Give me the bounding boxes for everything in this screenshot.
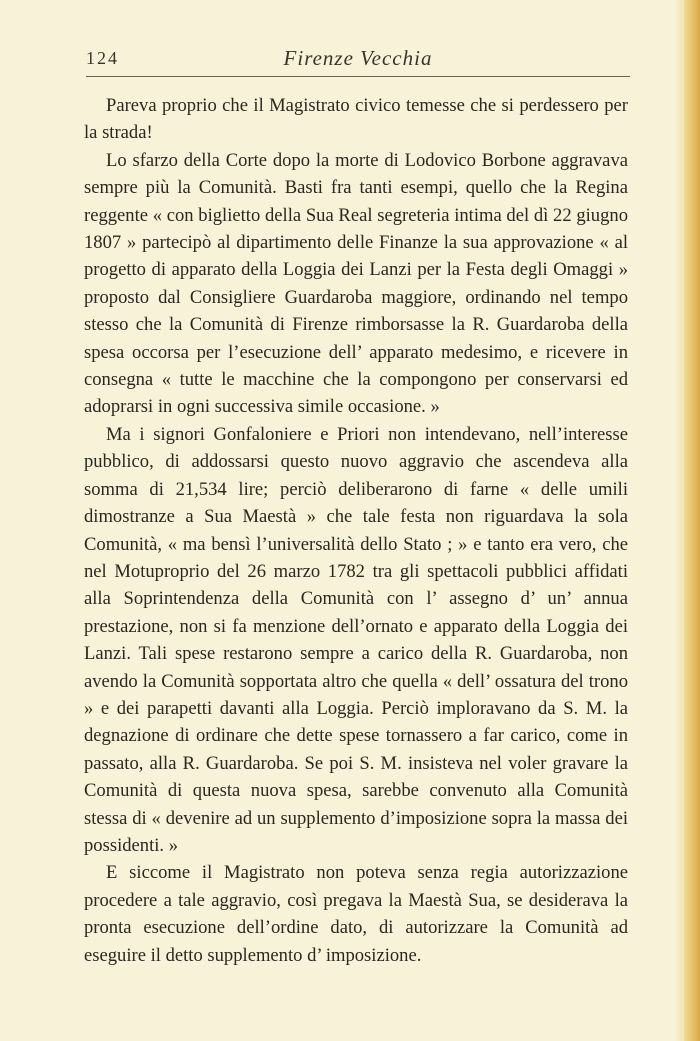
paragraph-3: Ma i signori Gonfaloniere e Priori non intendevano, nell’interesse pubblico, di addossarsi questo nuovo aggravio che ascendeva alla somma di 21,534 lire; perciò deliberarono di farne « delle umili dimostranze a Sua Maestà » che tale festa non riguardava la sola Comunità, « ma bensì l’universalità dello Stato ; » e tanto era vero, che nel Motuproprio del 26 marzo 1782 tra gli spettacoli pubblici affidati alla Soprintendenza della Comunità con l’ assegno d’ un’ annua prestazione, non si fa menzione dell’ornato e apparato della Loggia dei Lanzi. Tali spese restarono sempre a carico della R. Guardaroba, non avendo la Comunità sopportata altro che quella « dell’ ossatura del trono » e dei parapetti davanti alla Loggia. Perciò imploravano da S. M. la degnazione di ordinare che dette spese tornassero a far carico, come in passato, alla R. Guardaroba. Se poi S. M. insisteva nel voler gravare la Comunità di questa nuova spesa, sarebbe convenuto alla Comunità stessa di « devenire ad un supplemento d’imposizione sopra la massa dei possidenti. » (84, 423, 628, 856)
header-rule (86, 76, 630, 77)
page-edge-shadow (674, 0, 684, 1041)
page-edge (684, 0, 700, 1041)
paragraph-1: Pareva proprio che il Magistrato civico temesse che si perdessero per la strada! (84, 95, 628, 144)
page-number: 124 (86, 48, 119, 68)
running-head (86, 46, 630, 74)
running-title: Firenze Vecchia (283, 46, 433, 70)
body-text (84, 92, 628, 969)
paragraph-2: Lo sfarzo della Corte dopo la morte di Lodovico Borbone aggravava sempre più la Comunità. Basti fra tanti esempi, quello che la Regina reggente « con biglietto della Sua Real segreteria intima del dì 22 giugno 1807 » partecipò al dipartimento delle Finanze la sua approvazione « al progetto di apparato della Loggia dei Lanzi per la Festa degli Omaggi » proposto dal Consigliere Guardaroba maggiore, ordinando nel tempo stesso che la Comunità di Firenze rimborsasse la R. Guardaroba della spesa occorsa per l’esecuzione dell’ apparato medesimo, e ricevere in consegna « tutte le macchine che la compongono per conservarsi ed adoprarsi in ogni successiva simile occasione. » (84, 149, 628, 418)
paragraph-4: E siccome il Magistrato non poteva senza regia autorizzazione procedere a tale aggravio, così pregava la Maestà Sua, se desiderava la pronta esecuzione dell’ordine dato, di autorizzare la Comunità ad eseguire il detto supplemento d’ imposizione. (84, 862, 628, 966)
